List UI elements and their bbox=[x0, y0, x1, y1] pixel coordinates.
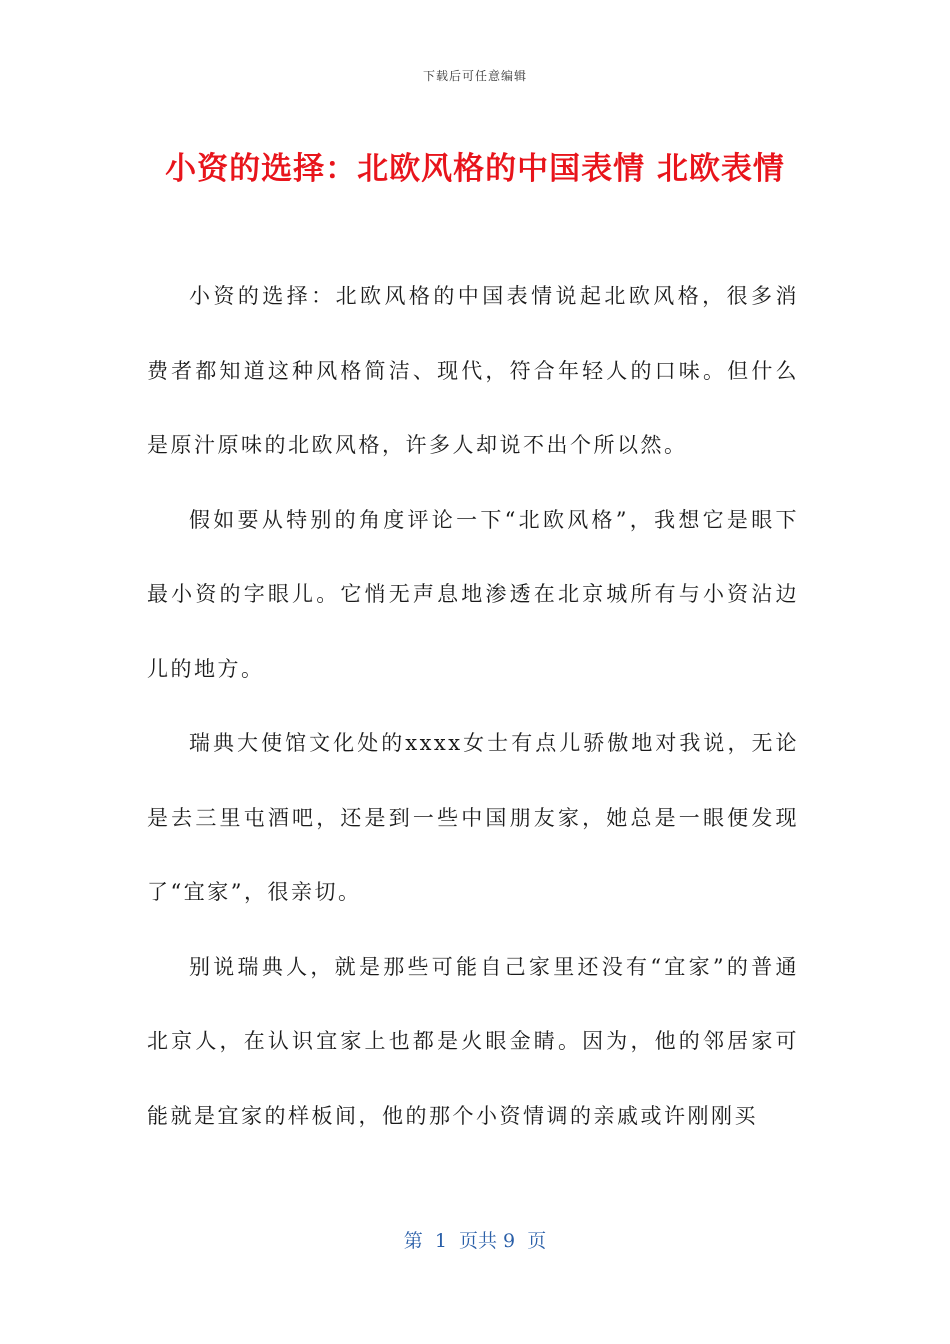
page-number-footer: 第 1 页共 9 页 bbox=[403, 1230, 547, 1252]
document-title: 小资的选择：北欧风格的中国表情 北欧表情 bbox=[165, 151, 785, 187]
header-note: 下载后可任意编辑 bbox=[422, 69, 527, 83]
paragraph-3: 瑞典大使馆文化处的xxxx女士有点儿骄傲地对我说，无论是去三里屯酒吧，还是到一些中国朋友家，她总是一眼便发现了“宜家”，很亲切。 bbox=[147, 731, 799, 904]
paragraph-2: 假如要从特别的角度评论一下“北欧风格”，我想它是眼下最小资的字眼儿。它悄无声息地渗透在北京城所有与小资沾边儿的地方。 bbox=[147, 507, 799, 681]
document-body bbox=[147, 259, 799, 1153]
paragraph-4: 别说瑞典人，就是那些可能自己家里还没有“宜家”的普通北京人，在认识宜家上也都是火眼金睛。因为，他的邻居家可能就是宜家的样板间，他的那个小资情调的亲戚或许刚刚买 bbox=[147, 954, 799, 1128]
paragraph-1: 小资的选择：北欧风格的中国表情说起北欧风格，很多消费者都知道这种风格简洁、现代，符合年轻人的口味。但什么是原汁原味的北欧风格，许多人却说不出个所以然。 bbox=[147, 284, 799, 457]
